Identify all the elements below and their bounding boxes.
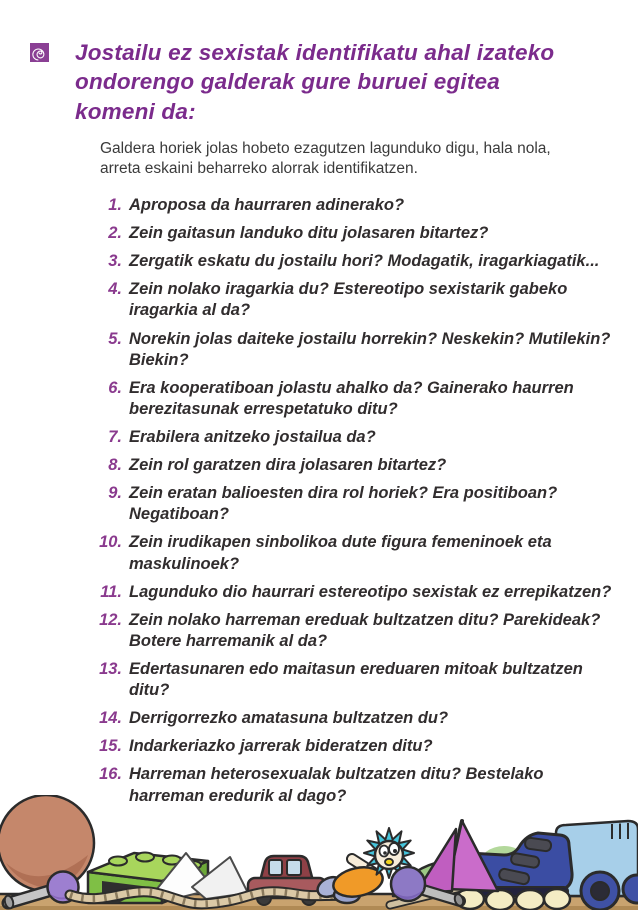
spiral-icon	[30, 43, 49, 62]
question-row	[88, 427, 638, 448]
question-text: Lagunduko dio haurrari estereotipo sexistak ez errepikatzen?	[129, 582, 612, 601]
question-text: Erabilera anitzeko jostailua da?	[129, 428, 376, 447]
question-text: Zein irudikapen sinbolikoa dute figura femeninoek eta maskulinoek?	[129, 533, 552, 573]
brown-ball-art	[0, 795, 94, 891]
question-number: 15.	[99, 737, 122, 756]
question-text: Aproposa da haurraren adinerako?	[129, 196, 405, 215]
question-list	[88, 195, 638, 807]
question-text: Zergatik eskatu du jostailu hori? Modagatik, iragarkiagatik...	[129, 252, 600, 271]
question-row	[88, 582, 638, 603]
question-text: Zein eratan balioesten dira rol horiek? Era positiboan? Negatiboan?	[129, 484, 558, 524]
question-text: Edertasunaren edo maitasun ereduaren mitoak bultzatzen ditu?	[129, 660, 583, 700]
question-text: Zein gaitasun landuko ditu jolasaren bitartez?	[129, 224, 489, 243]
question-number: 13.	[99, 660, 122, 678]
question-row	[88, 610, 638, 652]
question-text: Norekin jolas daiteke jostailu horrekin? Neskekin? Mutilekin? Biekin?	[129, 329, 611, 369]
question-row	[88, 764, 638, 806]
question-number: 12.	[99, 610, 122, 629]
title-line-1: Jostailu ez sexistak identifikatu ahal izateko	[75, 40, 555, 65]
question-number: 4.	[108, 280, 122, 299]
question-number: 8.	[108, 456, 122, 475]
title-line-2: ondorengo galderak gure buruei egitea	[75, 69, 500, 95]
question-row	[88, 279, 638, 321]
question-row	[88, 195, 638, 216]
question-row	[88, 329, 638, 371]
question-row	[88, 532, 638, 574]
question-row	[88, 251, 638, 272]
question-number: 1.	[108, 196, 122, 215]
question-text: Zein rol garatzen dira jolasaren bitartez?	[129, 456, 447, 475]
question-number: 11.	[100, 582, 122, 601]
question-number: 9.	[108, 484, 122, 503]
question-text: Era kooperatiboan jolastu ahalko da? Gainerako haurren berezitasunak errespetatuko ditu?	[129, 378, 574, 418]
question-number: 14.	[99, 709, 122, 728]
question-text: Harreman heterosexualak bultzatzen ditu? Bestelako harreman eredurik al dago?	[129, 765, 544, 805]
question-row	[88, 223, 638, 244]
question-number: 10.	[99, 533, 122, 552]
intro-paragraph: Galdera horiek jolas hobeto ezagutzen lagunduko digu, hala nola, arreta eskaini beharreko alorrak identifikatzen.	[100, 139, 551, 177]
toys-illustration	[0, 795, 638, 910]
question-row	[88, 659, 638, 701]
question-row	[88, 378, 638, 420]
question-number: 6.	[108, 378, 122, 397]
question-number: 5.	[108, 329, 122, 348]
question-text: Zein nolako iragarkia du? Estereotipo sexistarik gabeko iragarkia al da?	[129, 280, 568, 320]
title-line-3: komeni da:	[75, 98, 196, 124]
question-row	[88, 708, 638, 729]
question-number: 3.	[108, 252, 122, 271]
question-number: 2.	[108, 224, 122, 243]
question-number: 16.	[99, 765, 122, 784]
question-text: Indarkeriazko jarrerak bideratzen ditu?	[129, 737, 433, 756]
question-row	[88, 483, 638, 525]
question-text: Zein nolako harreman ereduak bultzatzen ditu? Parekideak? Botere harremanik al da?	[129, 610, 601, 650]
question-row	[88, 736, 638, 757]
question-number: 7.	[108, 428, 122, 447]
header	[0, 0, 638, 126]
question-row	[88, 455, 638, 476]
question-text: Derrigorrezko amatasuna bultzatzen du?	[129, 709, 449, 728]
page-title	[75, 38, 554, 126]
